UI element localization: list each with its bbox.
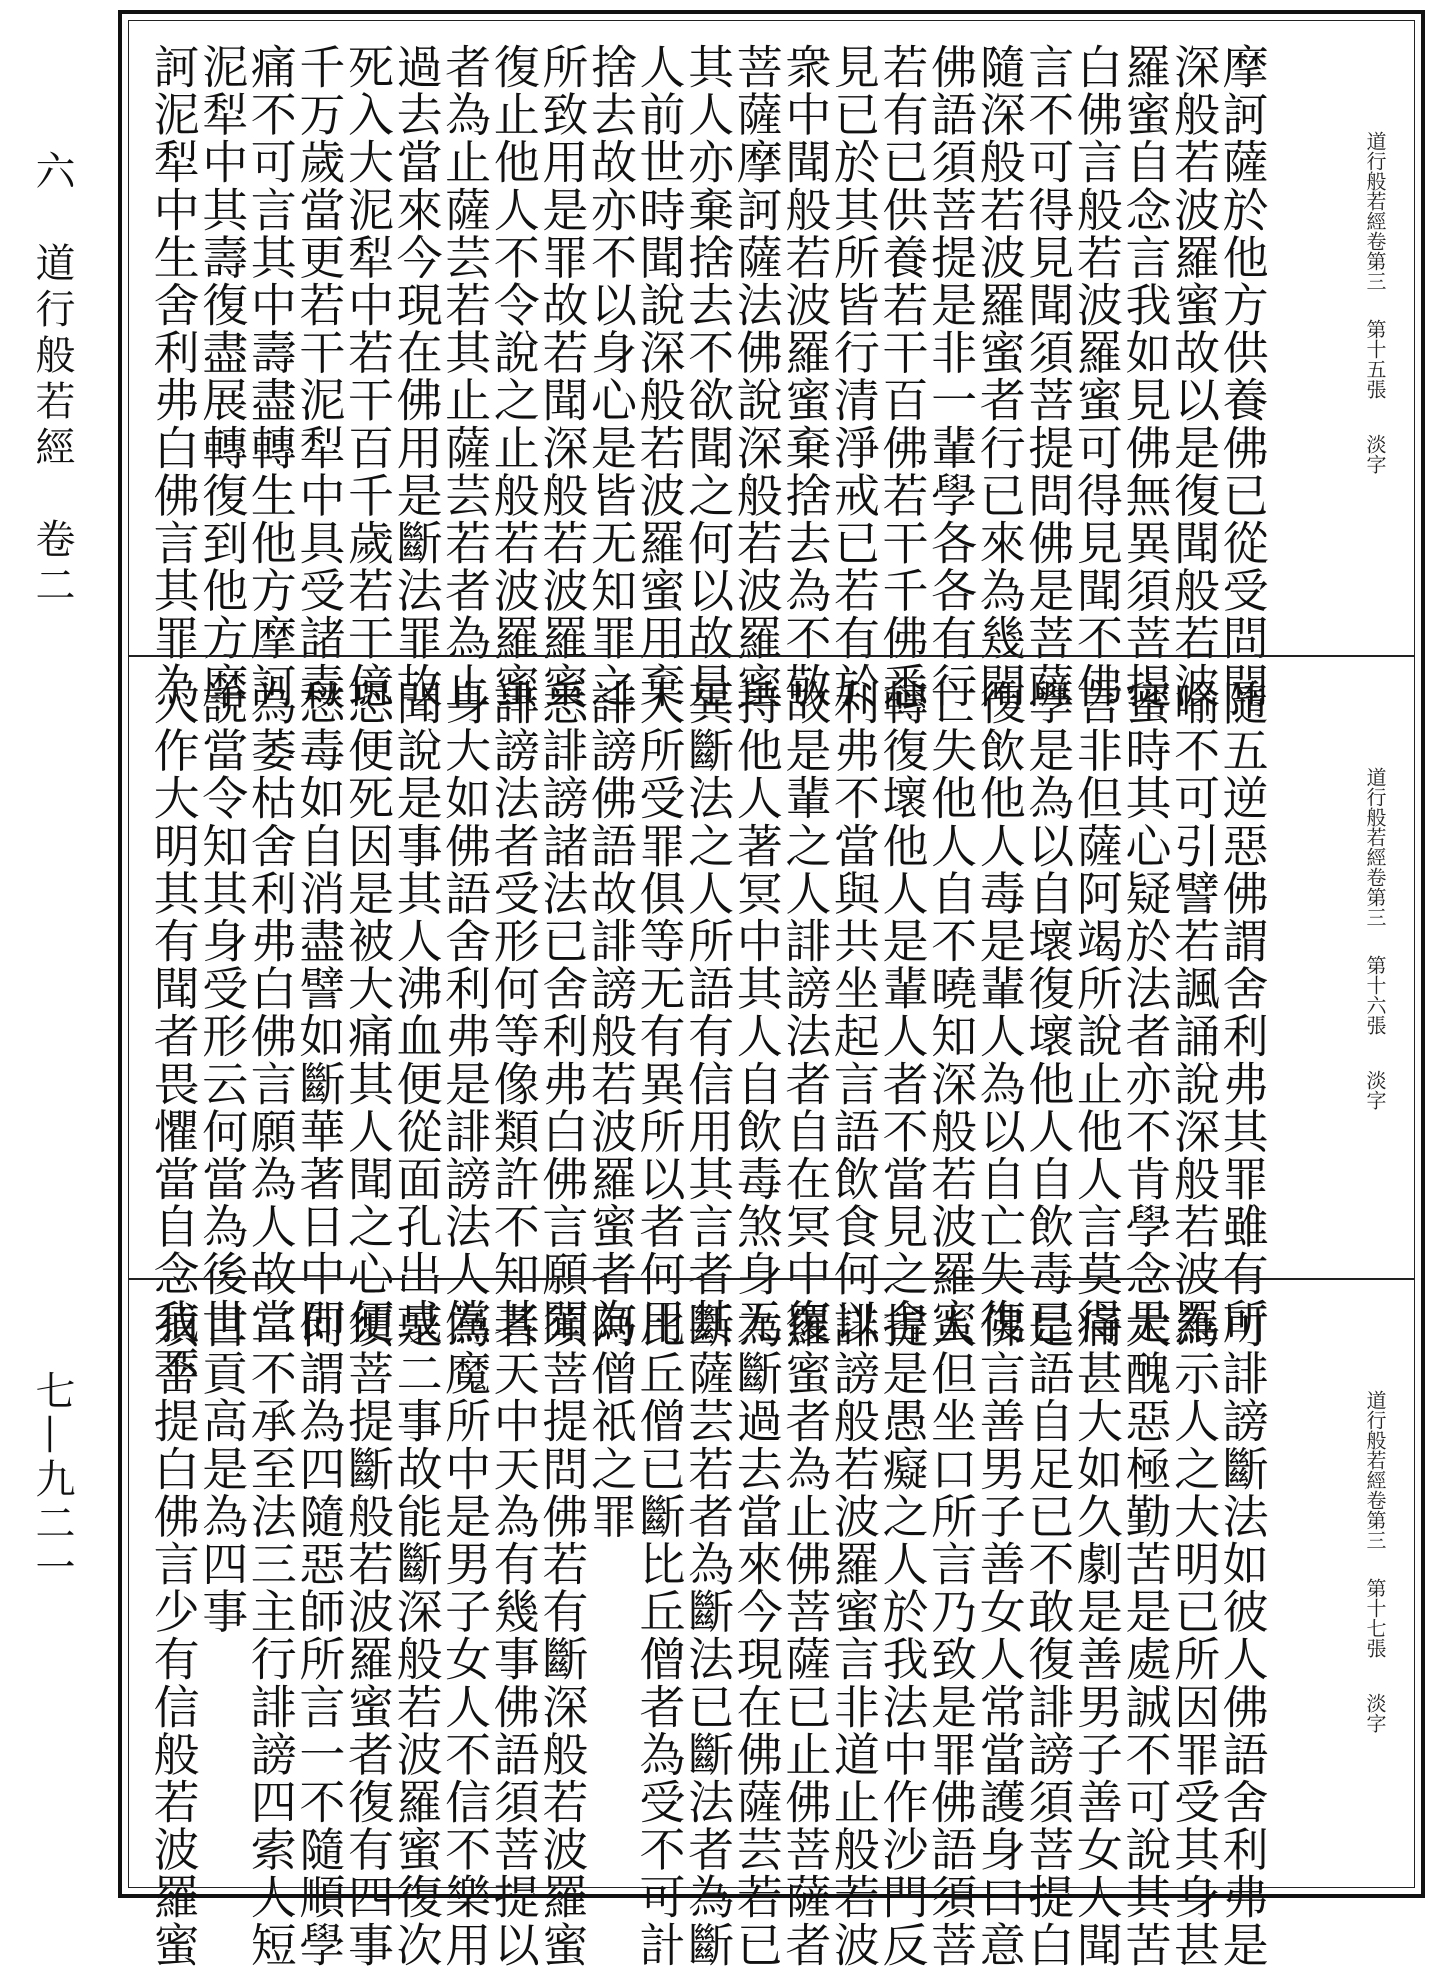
text-column: 白佛言般若波羅蜜可得見聞不佛 bbox=[1069, 43, 1124, 710]
panel-top bbox=[129, 21, 1414, 710]
text-column: 須菩提問佛若有斷深般若波羅蜜 bbox=[535, 1302, 590, 1968]
text-column: 故是輩之人誹謗法者自在冥中復 bbox=[778, 679, 833, 1346]
margin-page-number: 七—九二一 bbox=[29, 1370, 75, 1590]
text-column: 蜜時其心疑於法者亦不肯學念是 bbox=[1118, 679, 1173, 1346]
series-character-note: 淡字 bbox=[1363, 1692, 1387, 1733]
text-column: 訶泥犁中生舍利弗白佛言其罪為 bbox=[146, 43, 201, 710]
text-column: 衆中聞般若波羅蜜棄捨去為不敬 bbox=[778, 43, 833, 710]
margin-title: 六 道行般若經 卷二 bbox=[29, 150, 75, 610]
text-column: 人前世時聞說深般若波羅蜜用棄 bbox=[632, 43, 687, 710]
page-frame-inner bbox=[128, 20, 1415, 1968]
text-column: 可誹謗斷法如彼人佛語舍利弗是 bbox=[1215, 1302, 1270, 1968]
text-column: 隨深般若波羅蜜者行已來為幾聞 bbox=[972, 43, 1027, 710]
text-column: 羅蜜自念言我如見佛無異須菩提 bbox=[1118, 43, 1173, 710]
text-column: 摩訶薩於他方供養佛已從受問聞 bbox=[1215, 43, 1270, 710]
text-column: 阿僧祇之罪 bbox=[583, 1302, 638, 1540]
sutra-volume-note: 道行般若經卷第三 bbox=[1363, 767, 1387, 927]
text-column: 痛甚大如久劇是善男子善女人聞 bbox=[1069, 1302, 1124, 1968]
text-column: 痛不可言其中壽盡轉生他方摩訶 bbox=[243, 43, 298, 710]
text-column: 死入大泥犁中若干百千歲若干億 bbox=[340, 43, 395, 710]
text-column: 學是為以自壞復壞他人自飲毒已 bbox=[1021, 679, 1076, 1346]
text-column: 二不承至法三主行誹謗四索人短 bbox=[243, 1302, 298, 1968]
panel-margin-note bbox=[1362, 131, 1386, 631]
panel-bottom bbox=[129, 1278, 1414, 1968]
text-column: 復止他人不令說之止般若波羅蜜 bbox=[486, 43, 541, 710]
sheet-number-note: 第十六張 bbox=[1363, 955, 1387, 1036]
text-column: 捨去故亦不以身心是皆无知罪之 bbox=[583, 43, 638, 710]
text-column: 其人亦棄捨去不欲聞之何以故是 bbox=[681, 43, 736, 710]
text-column: 斷薩芸若者為斷法已斷法者為斷 bbox=[681, 1302, 736, 1968]
text-column: 比丘僧已斷比丘僧者為受不可計 bbox=[632, 1302, 687, 1968]
text-column: 佛言善男子善女人常當護身口意 bbox=[972, 1302, 1027, 1968]
text-column: 是語自足已不敢復誹謗須菩提白 bbox=[1021, 1302, 1076, 1968]
text-column: 泥犁中其壽復盡展轉復到他方摩 bbox=[195, 43, 250, 710]
panel-middle bbox=[129, 655, 1414, 1393]
panel-margin-note bbox=[1362, 1390, 1386, 1890]
text-column: 為萎枯舍利弗白佛言願為人故當 bbox=[243, 679, 298, 1346]
text-column: 者為止薩芸若其止薩芸若者為止 bbox=[438, 43, 493, 710]
text-column: 須菩提白佛言少有信般若波羅蜜 bbox=[146, 1302, 201, 1968]
text-column: 利弗不當與共坐起言語飲食何以 bbox=[826, 679, 881, 1346]
text-column: 何謂為四隨惡師所言一不隨順學 bbox=[292, 1302, 347, 1968]
text-column: 目貢高是為四事 bbox=[195, 1302, 250, 1636]
text-column: 聞說是事其人沸血便從面孔出或 bbox=[389, 679, 444, 1346]
text-column: 者天中天為有幾事佛語須菩提以 bbox=[486, 1302, 541, 1968]
page-frame bbox=[118, 10, 1425, 1968]
text-column: 言不可得見聞須菩提問佛是菩薩 bbox=[1021, 43, 1076, 710]
text-column: 轉復壞他人是輩人者不當見之舍 bbox=[875, 679, 930, 1346]
panel-margin-note bbox=[1362, 767, 1386, 1267]
text-column: 復飲他人毒是輩人為以自亡失復 bbox=[972, 679, 1027, 1346]
text-column: 為斷過去當來今現在佛薩芸若已 bbox=[729, 1302, 784, 1968]
text-column: 愁毒如自消盡譬如斷華著日中即 bbox=[292, 679, 347, 1346]
text-columns bbox=[146, 679, 1270, 1393]
text-column: 喻不可引譬若諷誦說深般若波羅 bbox=[1167, 679, 1222, 1346]
text-column: 為示人之大明已所因罪受其身甚 bbox=[1167, 1302, 1222, 1968]
text-column: 亡失他人自不曉知深般若波羅蜜 bbox=[924, 679, 979, 1346]
text-column: 提是愚癡之人於我法中作沙門反 bbox=[875, 1302, 930, 1968]
text-column: 言非但薩阿竭所說止他人言莫得 bbox=[1069, 679, 1124, 1346]
text-column: 持他人著冥中其人自飲毒煞身无 bbox=[729, 679, 784, 1346]
text-column: 悉誹謗諸法已舍利弗白佛言願聞 bbox=[535, 679, 590, 1346]
text-column: 佛語須菩提是非一輩學各各有行 bbox=[924, 43, 979, 710]
text-columns bbox=[146, 43, 1270, 710]
text-column: 為魔所中是男子女人不信不樂用 bbox=[438, 1302, 493, 1968]
sheet-number-note: 第十五張 bbox=[1363, 319, 1387, 400]
text-column: 若有已供養若干百佛若干千佛悉 bbox=[875, 43, 930, 710]
text-column: 人作大明其有聞者畏懼當自念我不 bbox=[146, 679, 201, 1393]
text-column: 深般若波羅蜜故以是復聞般若波 bbox=[1167, 43, 1222, 710]
sutra-volume-note: 道行般若經卷第三 bbox=[1363, 1390, 1387, 1550]
text-column: 誹謗佛語故誹謗般若波羅蜜者為 bbox=[583, 679, 638, 1346]
text-column: 大醜惡極勤苦是處誠不可說其苦 bbox=[1118, 1302, 1173, 1968]
text-column: 恐便死因是被大痛其人聞之心便 bbox=[340, 679, 395, 1346]
text-column: 人但坐口所言乃致是罪佛語須菩 bbox=[924, 1302, 979, 1968]
sheet-number-note: 第十七張 bbox=[1363, 1578, 1387, 1659]
text-column: 千万歲當更若干泥犁中具受諸毒 bbox=[292, 43, 347, 710]
series-character-note: 淡字 bbox=[1363, 433, 1387, 474]
text-column: 見已於其所皆行清淨戒已若有於 bbox=[826, 43, 881, 710]
text-column: 身大如佛語舍利弗是誹謗法人儻 bbox=[438, 679, 493, 1346]
text-column: 須菩提斷般若波羅蜜者復有四事 bbox=[340, 1302, 395, 1968]
sutra-volume-note: 道行般若經卷第三 bbox=[1363, 131, 1387, 291]
text-columns bbox=[146, 1302, 1270, 1968]
text-column: 菩薩摩訶薩法佛說深般若波羅蜜 bbox=[729, 43, 784, 710]
series-character-note: 淡字 bbox=[1363, 1069, 1387, 1110]
text-column: 誹謗法者受形何等像類許不知其 bbox=[486, 679, 541, 1346]
text-column: 隨五逆惡佛謂舍利弗其罪雖有所 bbox=[1215, 679, 1270, 1346]
text-column: 是二事故能斷深般若波羅蜜復次 bbox=[389, 1302, 444, 1968]
text-column: 誹謗般若波羅蜜言非道止般若波 bbox=[826, 1302, 881, 1968]
text-column: 過去當來今現在佛用是斷法罪故 bbox=[389, 43, 444, 710]
text-column: 羅蜜者為止佛菩薩已止佛菩薩者 bbox=[778, 1302, 833, 1968]
text-column: 人所受罪俱等无有異所以者何用 bbox=[632, 679, 687, 1346]
text-column: 異斷法之人所語有信用其言者其 bbox=[681, 679, 736, 1346]
text-column: 說當令知其身受形云何當為後世 bbox=[195, 679, 250, 1346]
text-column: 所致用是罪故若聞深般若波羅蜜 bbox=[535, 43, 590, 710]
